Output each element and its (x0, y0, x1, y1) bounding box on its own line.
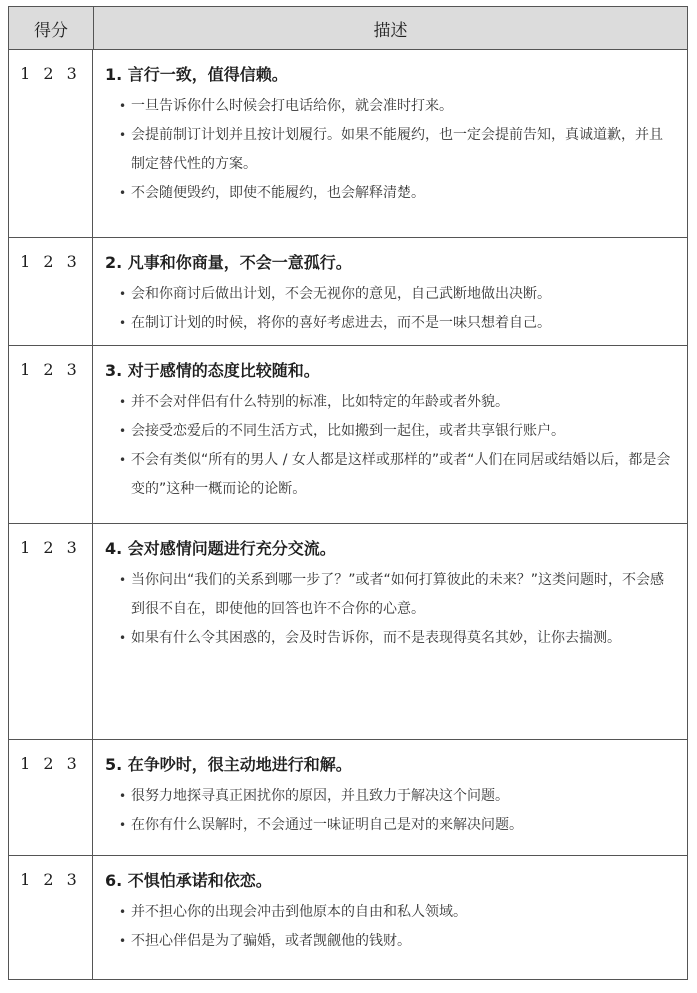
table-row (9, 524, 687, 740)
bullet-icon: • (119, 287, 127, 301)
list-item: • 在制订计划的时候，将你的喜好考虑进去，而不是一味只想着自己。 (119, 309, 675, 338)
questionnaire-table (8, 6, 688, 980)
row-title: 3. 对于感情的态度比较随和。 (105, 361, 320, 380)
row-description (93, 856, 687, 980)
list-item: • 在你有什么误解时，不会通过一味证明自己是对的来解决问题。 (119, 811, 675, 840)
bullet-icon: • (119, 905, 127, 919)
row-description (93, 524, 687, 739)
bullet-icon: • (119, 424, 127, 438)
list-item: • 不会有类似“所有的男人 / 女人都是这样或那样的”或者“人们在同居或结婚以后，都是会变的”这种一概而论的论断。 (119, 446, 675, 504)
table-row (9, 740, 687, 856)
list-item: • 会和你商讨后做出计划，不会无视你的意见，自己武断地做出决断。 (119, 280, 675, 309)
bullet-icon: • (119, 573, 127, 587)
row-title: 6. 不惧怕承诺和依恋。 (105, 871, 272, 890)
bullet-icon: • (119, 789, 127, 803)
list-item: • 不会随便毁约，即使不能履约，也会解释清楚。 (119, 179, 675, 208)
score-options: 1 2 3 (9, 740, 93, 855)
list-item: • 很努力地探寻真正困扰你的原因，并且致力于解决这个问题。 (119, 782, 675, 811)
bullet-icon: • (119, 453, 127, 467)
score-options: 1 2 3 (9, 524, 93, 739)
bullet-icon: • (119, 99, 127, 113)
list-item: • 并不会对伴侣有什么特别的标准，比如特定的年龄或者外貌。 (119, 388, 675, 417)
bullet-icon: • (119, 128, 127, 142)
bullet-icon: • (119, 316, 127, 330)
score-column-header: 得分 (9, 7, 94, 49)
list-item: • 一旦告诉你什么时候会打电话给你，就会准时打来。 (119, 92, 675, 121)
table-row (9, 856, 687, 980)
list-item: • 会提前制订计划并且按计划履行。如果不能履约，也一定会提前告知，真诚道歉，并且制定替代性的方案。 (119, 121, 675, 179)
row-description (93, 50, 687, 237)
table-row (9, 238, 687, 346)
score-options: 1 2 3 (9, 238, 93, 345)
bullet-icon: • (119, 631, 127, 645)
bullet-icon: • (119, 934, 127, 948)
score-options: 1 2 3 (9, 346, 93, 523)
list-item: • 会接受恋爱后的不同生活方式，比如搬到一起住，或者共享银行账户。 (119, 417, 675, 446)
row-title: 4. 会对感情问题进行充分交流。 (105, 539, 336, 558)
row-description (93, 238, 687, 345)
table-row (9, 50, 687, 238)
list-item: • 并不担心你的出现会冲击到他原本的自由和私人领域。 (119, 898, 675, 927)
row-title: 2. 凡事和你商量，不会一意孤行。 (105, 253, 352, 272)
table-row (9, 346, 687, 524)
row-description (93, 346, 687, 523)
table-header (9, 7, 687, 50)
bullet-icon: • (119, 395, 127, 409)
row-description (93, 740, 687, 855)
list-item: • 如果有什么令其困惑的，会及时告诉你，而不是表现得莫名其妙，让你去揣测。 (119, 624, 675, 653)
row-title: 5. 在争吵时，很主动地进行和解。 (105, 755, 352, 774)
row-title: 1. 言行一致，值得信赖。 (105, 65, 288, 84)
bullet-icon: • (119, 186, 127, 200)
score-options: 1 2 3 (9, 856, 93, 980)
list-item: • 不担心伴侣是为了骗婚，或者觊觎他的钱财。 (119, 927, 675, 956)
score-options: 1 2 3 (9, 50, 93, 237)
list-item: • 当你问出“我们的关系到哪一步了？”或者“如何打算彼此的未来？”这类问题时，不会感到很不自在，即使他的回答也许不合你的心意。 (119, 566, 675, 624)
bullet-icon: • (119, 818, 127, 832)
description-column-header: 描述 (373, 20, 408, 41)
